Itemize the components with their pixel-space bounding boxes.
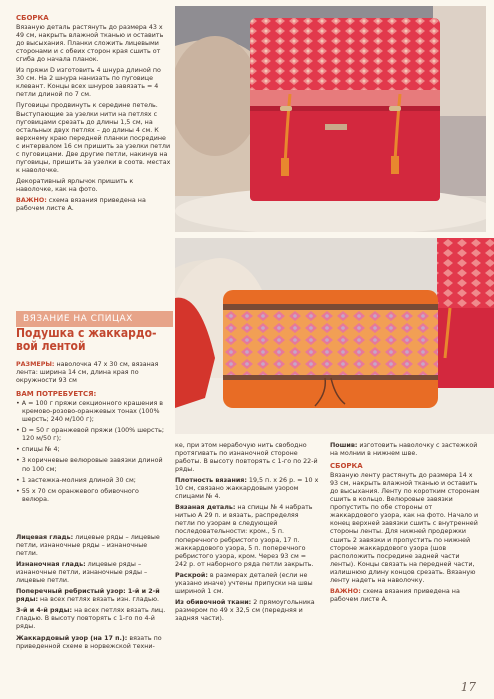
stitches-block [16, 534, 166, 654]
sewing-note: Пошив: изготовить наволочку с застежкой на молнии в нижнем шве. [330, 442, 478, 458]
list-item: • А = 100 г пряжи секционного крашения в кремово-розово-оранжевых тонах (100% шерсть; 240 м/100 г); [16, 400, 164, 424]
article-title: Подушка с жаккардо-вой лентой [16, 326, 157, 353]
list-item: • 1 застежка-молния длиной 30 см; [16, 476, 136, 484]
section-heading: СБОРКА [16, 14, 49, 22]
list-item: • D = 50 г оранжевой пряжи (100% шерсть; 120 м/50 г); [16, 427, 165, 443]
instruction-item: Плотность вязания: 19,5 п. х 26 р. = 10 х 10 см, связано жаккардовым узором спицами № 4. [175, 477, 319, 501]
list-item: • 55 х 70 см оранжевого обивочного велюра. [16, 487, 139, 503]
photo-pillow-orange [175, 238, 494, 434]
instructions-block [175, 442, 320, 626]
page-number: 17 [460, 680, 476, 694]
section-heading: СБОРКА [330, 462, 363, 471]
stitch-item: Жаккардовый узор (на 17 п.): вязать по приведенной схеме в норвежской техни- [16, 634, 162, 650]
instruction-item: ке, при этом нерабочую нить свободно протягивать по изнаночной стороне работы. В высоту повторять с 1-го по 22-й ряды. [175, 442, 318, 474]
instruction-item: Из обивочной ткани: 2 прямоугольника размером по 49 х 32,5 см (передняя и задняя части). [175, 598, 315, 622]
paragraph: Пуговицы продвинуть к середине петель. Выступающие за узелки нити на петлях с пуговицами срезать до длины 1,5 см, на остальных двух петлях – до длины 4 см. К верхнему краю передней планки посредине с интервалом 16 см пришить за узелки петли с пуговицами. Две другие петли, накинув на пуговицы, пришить за узелки в соотв. местах к наволочке. [16, 102, 171, 174]
photo-pillow-red [175, 6, 486, 232]
list-item: • 3 коричневые велюровые завязки длиной по 100 см; [16, 457, 163, 473]
important-note: ВАЖНО: схема вязания приведена на рабочем листе А. [16, 196, 146, 213]
assembly-section-2 [330, 442, 480, 607]
stitch-item: 3-й и 4-й ряды: на всех петлях вязать лиц. гладью. В высоту повторять с 1-го по 4-й ряды. [16, 607, 166, 631]
instruction-item: Вязаная деталь: на спицы № 4 набрать нитью А 29 п. и вязать, распределяя петли по узорам в следующей последовательности: кром., 5 п. поперечного ребристого узора, 17 п. жаккардового узора, 5 п. поперечного ребристого узора, кром. Через 93 см = 242 р. от наборного ряда петли закрыть. [175, 504, 314, 568]
stitch-item: Изнаночная гладь: лицевые ряды – изнаночные петли, изнаночные ряды – лицевые петли. [16, 561, 148, 585]
list-item: • спицы № 4; [16, 446, 60, 454]
assembly-section-1 [16, 14, 171, 216]
stitch-item: Поперечный ребристый узор: 1-й и 2-й ряды: на всех петлях вязать изн. гладью. [16, 588, 160, 604]
paragraph: Декоративный ярлычок пришить к наволочке, как на фото. [16, 177, 134, 193]
section-band: ВЯЗАНИЕ НА СПИЦАХ [16, 311, 173, 327]
sizes-block: РАЗМЕРЫ: наволочка 47 х 30 см, вязаная лента: ширина 14 см, длина края по окружности 93 см ВАМ ПОТРЕБУЕТСЯ: • А = 100 г пряжи секционного крашения в кремово-розово-оранжевых тонах (100% шерсть; 240 м/100 г); • D = 50 г оранжевой пряжи (100% шерсть; 120 м/50 г); • спицы № 4; • 3 коричневые велюровые завязки длиной по 100 см; • 1 застежка-молния длиной 30 см; • 55 х 70 см оранжевого обивочного велюра. [16, 361, 165, 503]
important-note: ВАЖНО: схема вязания приведена на рабочем листе А. [330, 587, 460, 603]
paragraph: Из пряжи D изготовить 4 шнура длиной по 30 см. На 2 шнура нанизать по пуговице клевант. Концы всех шнуров завязать = 4 петли длиной по 7 см. [16, 67, 161, 99]
paragraph: Вязаную деталь растянуть до размера 43 х 49 см, накрыть влажной тканью и оставить до высыхания. Планки сложить лицевыми сторонами и с обеих сторон края сшить от сгиба до начала планок. [16, 24, 164, 64]
materials-heading: ВАМ ПОТРЕБУЕТСЯ: [16, 390, 97, 399]
stitch-item: Лицевая гладь: лицевые ряды – лицевые петли, изнаночные ряды – изнаночные петли. [16, 534, 160, 558]
instruction-item: Раскрой: в размерах деталей (если не указано иначе) учтены припуски на швы шириной 1 см. [175, 571, 313, 595]
paragraph: Вязаную ленту растянуть до размера 14 х 93 см, накрыть влажной тканью и оставить до высыхания. Ленту по коротким сторонам сшить в кольцо. Велюровые завязки пропустить по обе стороны от жаккардового узора, как на фото. Начало и конец верхней завязки сшить с внутренней стороны ленты. Для нижней продержки сшить 2 завязки и пропустить по нижней стороне жаккардового узора (шов расположить посредине задней части ленты). Концы связать на передней части, излишнюю длину концов срезать. Вязаную ленту надеть на наволочку. [330, 472, 480, 584]
